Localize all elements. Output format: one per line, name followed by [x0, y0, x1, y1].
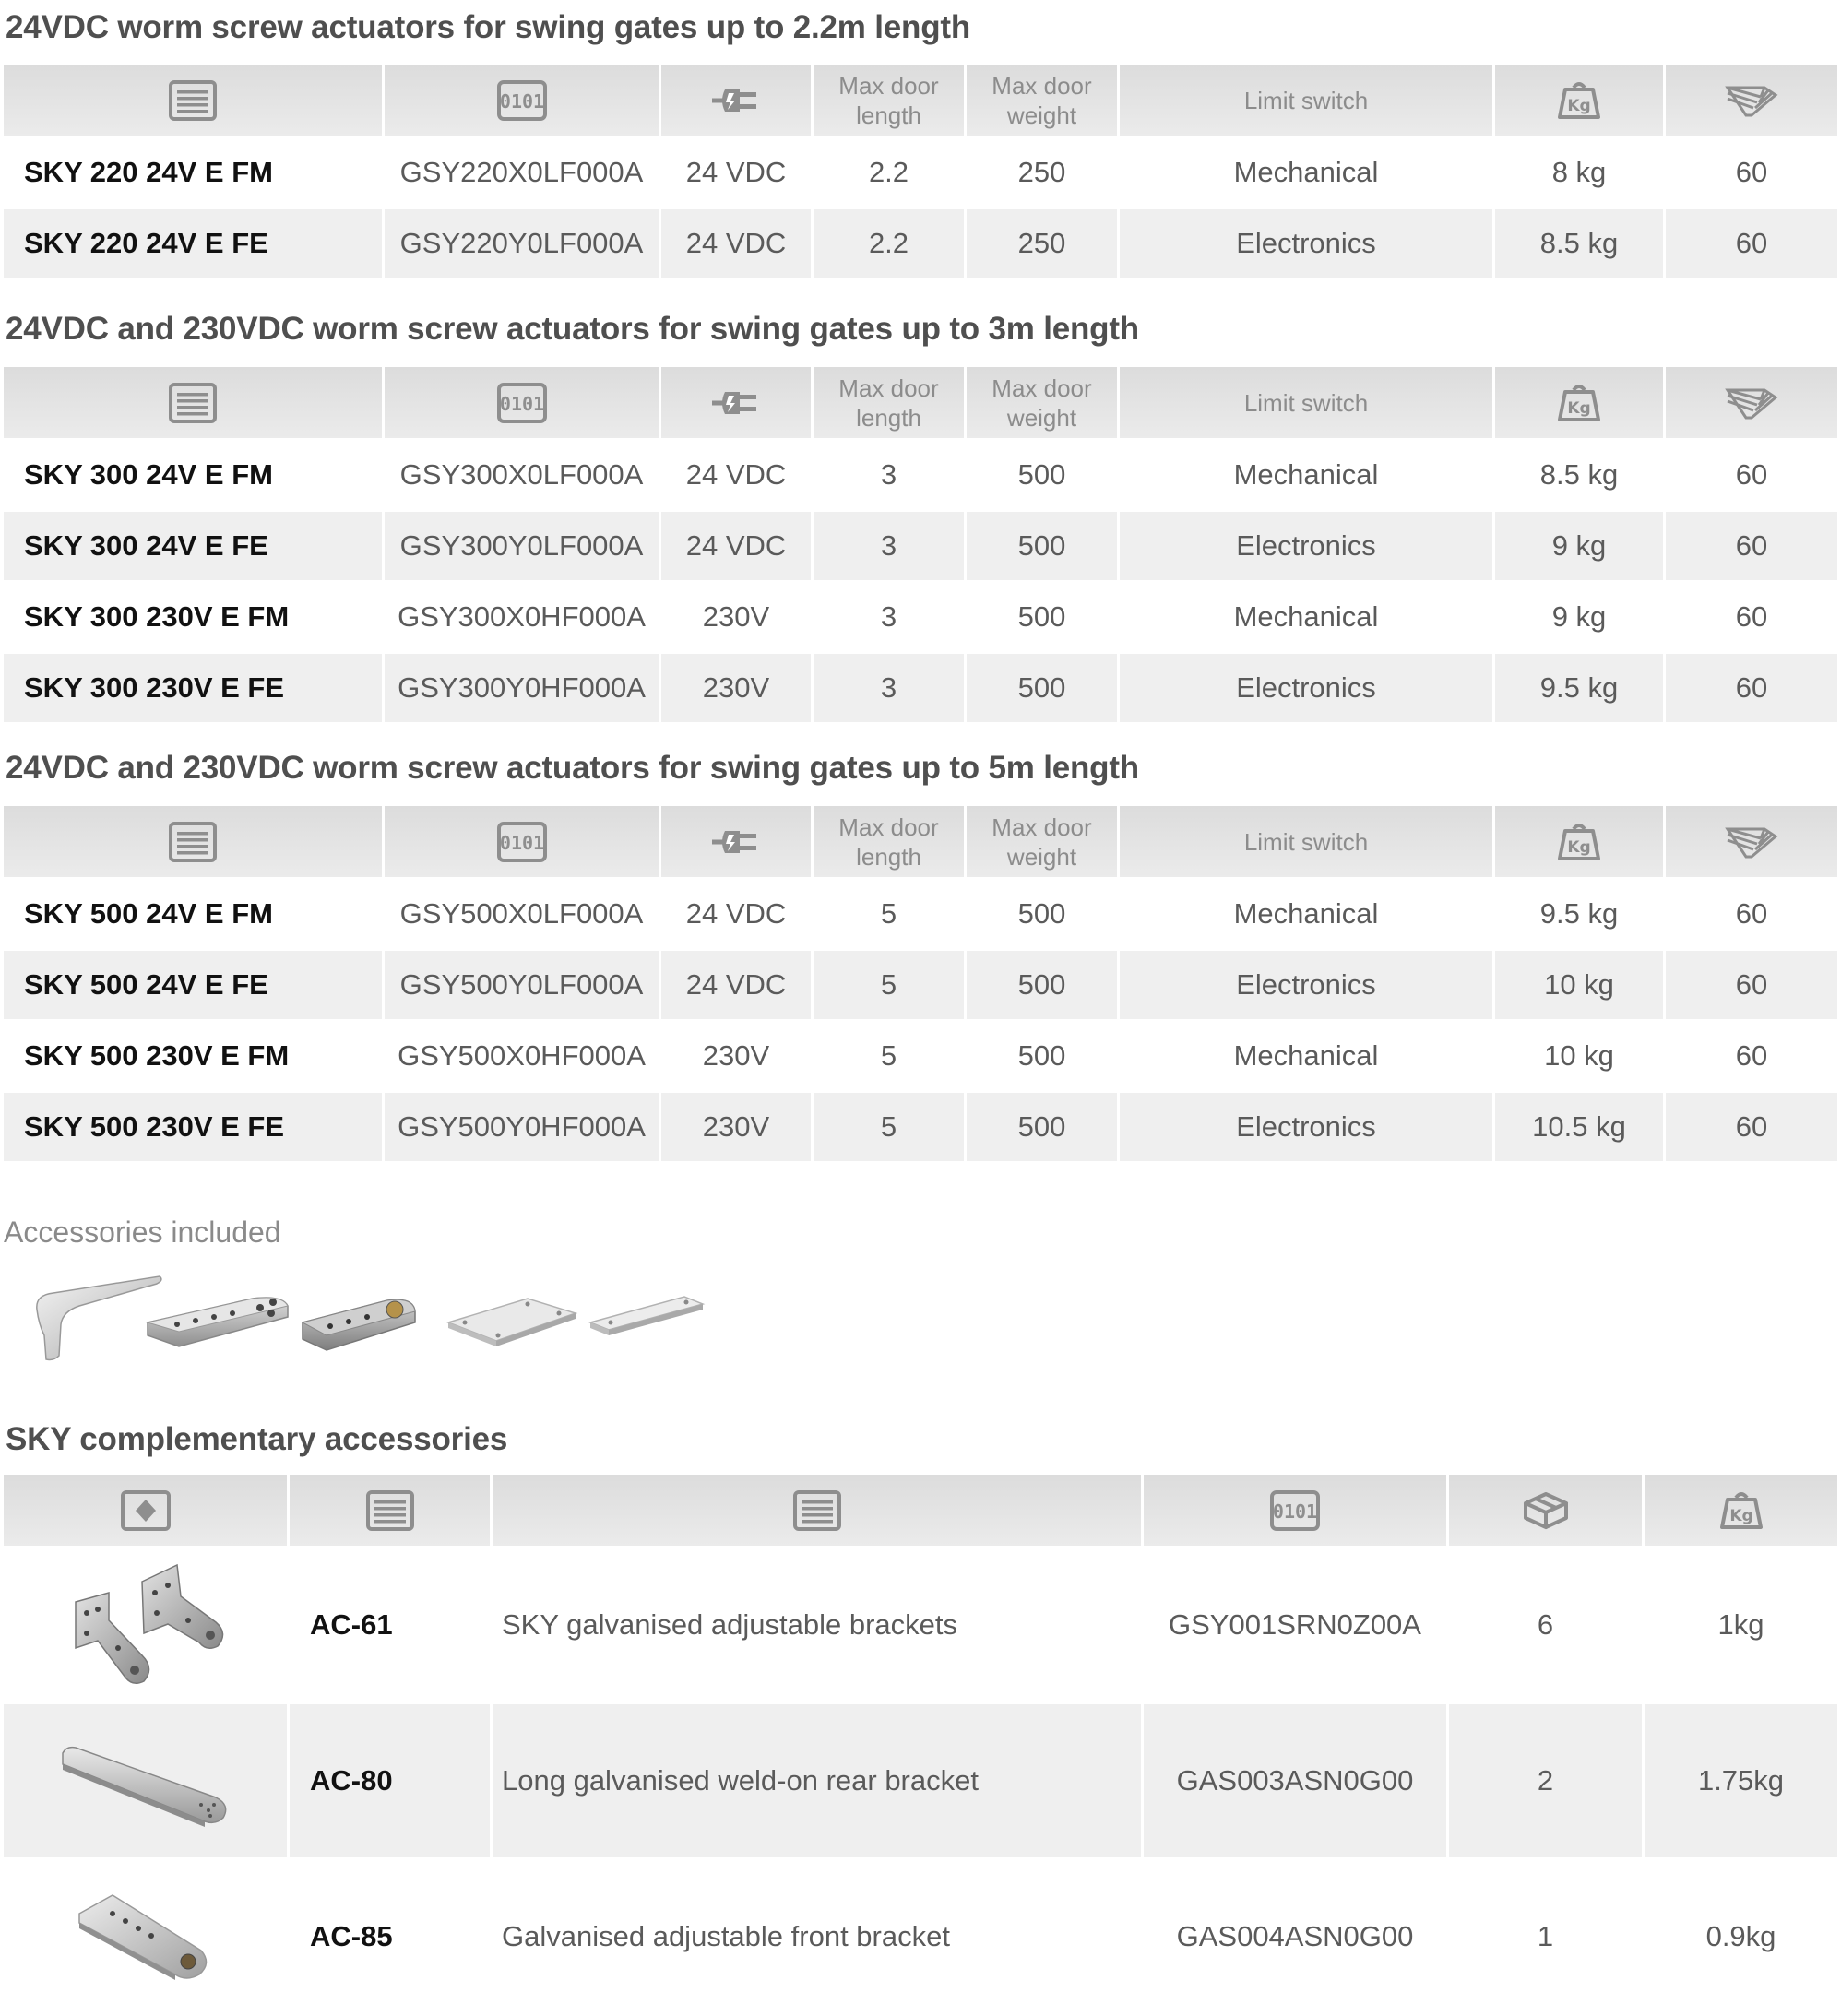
list-icon	[366, 1490, 414, 1531]
table-row	[4, 512, 1837, 583]
binary-code-icon	[1270, 1490, 1320, 1531]
code-cell: GSY500X0LF000A	[385, 880, 661, 951]
header-weight	[1645, 1475, 1837, 1548]
narrow-plate-image	[587, 1271, 707, 1363]
kg-cell: 10 kg	[1495, 951, 1666, 1022]
section-title-5m: 24VDC and 230VDC worm screw actuators for swing gates up to 5m length	[6, 750, 1139, 786]
header-code	[385, 367, 661, 441]
weight-cell: 500	[967, 583, 1120, 654]
code-cell: GSY500X0HF000A	[385, 1022, 661, 1093]
header-limit-switch: Limit switch	[1120, 367, 1495, 441]
cycles-icon	[1724, 824, 1779, 860]
model-cell: SKY 500 24V E FE	[4, 951, 385, 1022]
kg-cell: 10.5 kg	[1495, 1093, 1666, 1164]
table-row	[4, 1704, 1837, 1860]
limit-cell: Electronics	[1120, 1093, 1495, 1164]
table-header	[4, 806, 1837, 880]
header-code	[385, 806, 661, 880]
length-cell: 5	[814, 1022, 967, 1093]
header-power	[661, 367, 814, 441]
header-max-door-weight: Max door weight	[967, 367, 1120, 441]
cycles-cell: 60	[1666, 880, 1837, 951]
kg-cell: 8 kg	[1495, 138, 1666, 209]
length-cell: 3	[814, 654, 967, 725]
limit-cell: Electronics	[1120, 209, 1495, 280]
weight-kg-icon	[1558, 822, 1600, 862]
spec-table-2m	[4, 65, 1837, 280]
model-cell: SKY 300 24V E FM	[4, 441, 385, 512]
front-bracket-image	[72, 1886, 220, 1987]
weight-cell: 500	[967, 654, 1120, 725]
binary-code-icon	[497, 80, 547, 121]
header-limit-switch: Limit switch	[1120, 65, 1495, 138]
image-cell	[4, 1860, 290, 2016]
length-cell: 3	[814, 441, 967, 512]
list-icon	[793, 1490, 841, 1531]
image-icon	[121, 1490, 171, 1531]
cycles-cell: 60	[1666, 209, 1837, 280]
header-cycles	[1666, 367, 1837, 441]
accessories-included-label: Accessories included	[4, 1216, 281, 1249]
weight-cell: 500	[967, 1093, 1120, 1164]
weight-kg-icon	[1558, 383, 1600, 423]
description-cell: Long galvanised weld-on rear bracket	[493, 1704, 1144, 1860]
kg-cell: 9 kg	[1495, 583, 1666, 654]
list-icon	[169, 80, 217, 121]
limit-cell: Mechanical	[1120, 583, 1495, 654]
header-image	[4, 1475, 290, 1548]
kg-cell: 1kg	[1645, 1548, 1837, 1704]
header-model	[4, 367, 385, 441]
power-cell: 230V	[661, 654, 814, 725]
table-row	[4, 138, 1837, 209]
table-row	[4, 1022, 1837, 1093]
table-row	[4, 654, 1837, 725]
cycles-cell: 60	[1666, 1093, 1837, 1164]
section-title-2m: 24VDC worm screw actuators for swing gates up to 2.2m length	[6, 9, 971, 45]
limit-cell: Mechanical	[1120, 441, 1495, 512]
power-cell: 230V	[661, 1022, 814, 1093]
model-cell: SKY 300 230V E FE	[4, 654, 385, 725]
limit-cell: Mechanical	[1120, 1022, 1495, 1093]
model-cell: SKY 220 24V E FE	[4, 209, 385, 280]
weight-cell: 500	[967, 441, 1120, 512]
cycles-cell: 60	[1666, 138, 1837, 209]
length-cell: 5	[814, 951, 967, 1022]
code-cell: GSY220Y0LF000A	[385, 209, 661, 280]
model-cell: SKY 220 24V E FM	[4, 138, 385, 209]
code-cell: GSY300Y0LF000A	[385, 512, 661, 583]
cycles-icon	[1724, 82, 1779, 119]
table-row	[4, 1860, 1837, 2016]
reference-cell: GSY001SRN0Z00A	[1144, 1548, 1449, 1704]
table-row	[4, 1548, 1837, 1704]
limit-cell: Electronics	[1120, 512, 1495, 583]
header-code	[385, 65, 661, 138]
cycles-cell: 60	[1666, 654, 1837, 725]
kg-cell: 8.5 kg	[1495, 441, 1666, 512]
length-cell: 3	[814, 512, 967, 583]
weight-cell: 500	[967, 880, 1120, 951]
weight-cell: 500	[967, 512, 1120, 583]
code-cell: GSY300X0LF000A	[385, 441, 661, 512]
table-row	[4, 880, 1837, 951]
header-package	[1449, 1475, 1645, 1548]
cycles-cell: 60	[1666, 583, 1837, 654]
weight-cell: 500	[967, 1022, 1120, 1093]
model-cell: SKY 500 24V E FM	[4, 880, 385, 951]
power-cell: 24 VDC	[661, 209, 814, 280]
table-header	[4, 65, 1837, 138]
table-header	[4, 1475, 1837, 1548]
kg-cell: 8.5 kg	[1495, 209, 1666, 280]
power-cell: 24 VDC	[661, 512, 814, 583]
header-max-door-weight: Max door weight	[967, 65, 1120, 138]
code-cell: GSY500Y0HF000A	[385, 1093, 661, 1164]
flat-plate-image	[443, 1271, 581, 1363]
description-cell: SKY galvanised adjustable brackets	[493, 1548, 1144, 1704]
header-max-door-weight: Max door weight	[967, 806, 1120, 880]
model-cell: SKY 500 230V E FE	[4, 1093, 385, 1164]
weight-cell: 250	[967, 138, 1120, 209]
length-cell: 2.2	[814, 209, 967, 280]
header-power	[661, 806, 814, 880]
header-max-door-length: Max door length	[814, 65, 967, 138]
limit-cell: Electronics	[1120, 654, 1495, 725]
weight-cell: 250	[967, 209, 1120, 280]
code-cell: GSY220X0LF000A	[385, 138, 661, 209]
header-limit-switch: Limit switch	[1120, 806, 1495, 880]
front-fork-bracket-image	[299, 1271, 419, 1363]
table-row	[4, 1093, 1837, 1164]
model-cell: SKY 300 230V E FM	[4, 583, 385, 654]
image-cell	[4, 1548, 290, 1704]
length-cell: 5	[814, 1093, 967, 1164]
list-icon	[169, 383, 217, 423]
spec-table-5m	[4, 806, 1837, 1164]
kg-cell: 10 kg	[1495, 1022, 1666, 1093]
header-cycles	[1666, 65, 1837, 138]
weight-kg-icon	[1558, 80, 1600, 121]
limit-cell: Mechanical	[1120, 138, 1495, 209]
limit-cell: Mechanical	[1120, 880, 1495, 951]
weight-kg-icon	[1720, 1490, 1763, 1531]
code-cell: AC-85	[290, 1860, 493, 2016]
code-cell: AC-80	[290, 1704, 493, 1860]
header-reference	[1144, 1475, 1449, 1548]
header-max-door-length: Max door length	[814, 806, 967, 880]
power-plug-icon	[708, 385, 764, 421]
quantity-cell: 6	[1449, 1548, 1645, 1704]
rear-bracket-plate-image	[144, 1271, 291, 1363]
binary-code-icon	[497, 822, 547, 862]
spec-table-3m	[4, 367, 1837, 725]
code-cell: GSY500Y0LF000A	[385, 951, 661, 1022]
table-row	[4, 441, 1837, 512]
table-row	[4, 583, 1837, 654]
power-plug-icon	[708, 824, 764, 860]
power-plug-icon	[708, 82, 764, 119]
description-cell: Galvanised adjustable front bracket	[493, 1860, 1144, 2016]
length-cell: 3	[814, 583, 967, 654]
power-cell: 24 VDC	[661, 951, 814, 1022]
header-power	[661, 65, 814, 138]
quantity-cell: 2	[1449, 1704, 1645, 1860]
header-weight	[1495, 65, 1666, 138]
binary-code-icon	[497, 383, 547, 423]
complementary-title: SKY complementary accessories	[6, 1421, 508, 1457]
cycles-cell: 60	[1666, 951, 1837, 1022]
kg-cell: 0.9kg	[1645, 1860, 1837, 2016]
code-cell: AC-61	[290, 1548, 493, 1704]
header-model	[4, 806, 385, 880]
cycles-cell: 60	[1666, 441, 1837, 512]
list-icon	[169, 822, 217, 862]
cycles-cell: 60	[1666, 1022, 1837, 1093]
reference-cell: GAS003ASN0G00	[1144, 1704, 1449, 1860]
header-description	[493, 1475, 1144, 1548]
cycles-icon	[1724, 385, 1779, 421]
code-cell: GSY300X0HF000A	[385, 583, 661, 654]
weld-on-rear-bracket-image	[53, 1725, 238, 1836]
header-code	[290, 1475, 493, 1548]
length-cell: 2.2	[814, 138, 967, 209]
section-title-3m: 24VDC and 230VDC worm screw actuators for swing gates up to 3m length	[6, 311, 1139, 347]
header-weight	[1495, 367, 1666, 441]
kg-cell: 1.75kg	[1645, 1704, 1837, 1860]
header-cycles	[1666, 806, 1837, 880]
power-cell: 24 VDC	[661, 880, 814, 951]
complementary-table	[4, 1475, 1837, 2016]
kg-cell: 9.5 kg	[1495, 880, 1666, 951]
kg-cell: 9.5 kg	[1495, 654, 1666, 725]
header-weight	[1495, 806, 1666, 880]
table-row	[4, 209, 1837, 280]
model-cell: SKY 500 230V E FM	[4, 1022, 385, 1093]
image-cell	[4, 1704, 290, 1860]
header-model	[4, 65, 385, 138]
cycles-cell: 60	[1666, 512, 1837, 583]
adjustable-brackets-image	[53, 1556, 238, 1694]
kg-cell: 9 kg	[1495, 512, 1666, 583]
header-max-door-length: Max door length	[814, 367, 967, 441]
package-icon	[1520, 1490, 1572, 1531]
weight-cell: 500	[967, 951, 1120, 1022]
power-cell: 230V	[661, 1093, 814, 1164]
code-cell: GSY300Y0HF000A	[385, 654, 661, 725]
power-cell: 230V	[661, 583, 814, 654]
power-cell: 24 VDC	[661, 138, 814, 209]
reference-cell: GAS004ASN0G00	[1144, 1860, 1449, 2016]
power-cell: 24 VDC	[661, 441, 814, 512]
model-cell: SKY 300 24V E FE	[4, 512, 385, 583]
length-cell: 5	[814, 880, 967, 951]
limit-cell: Electronics	[1120, 951, 1495, 1022]
table-row	[4, 951, 1837, 1022]
quantity-cell: 1	[1449, 1860, 1645, 2016]
table-header	[4, 367, 1837, 441]
